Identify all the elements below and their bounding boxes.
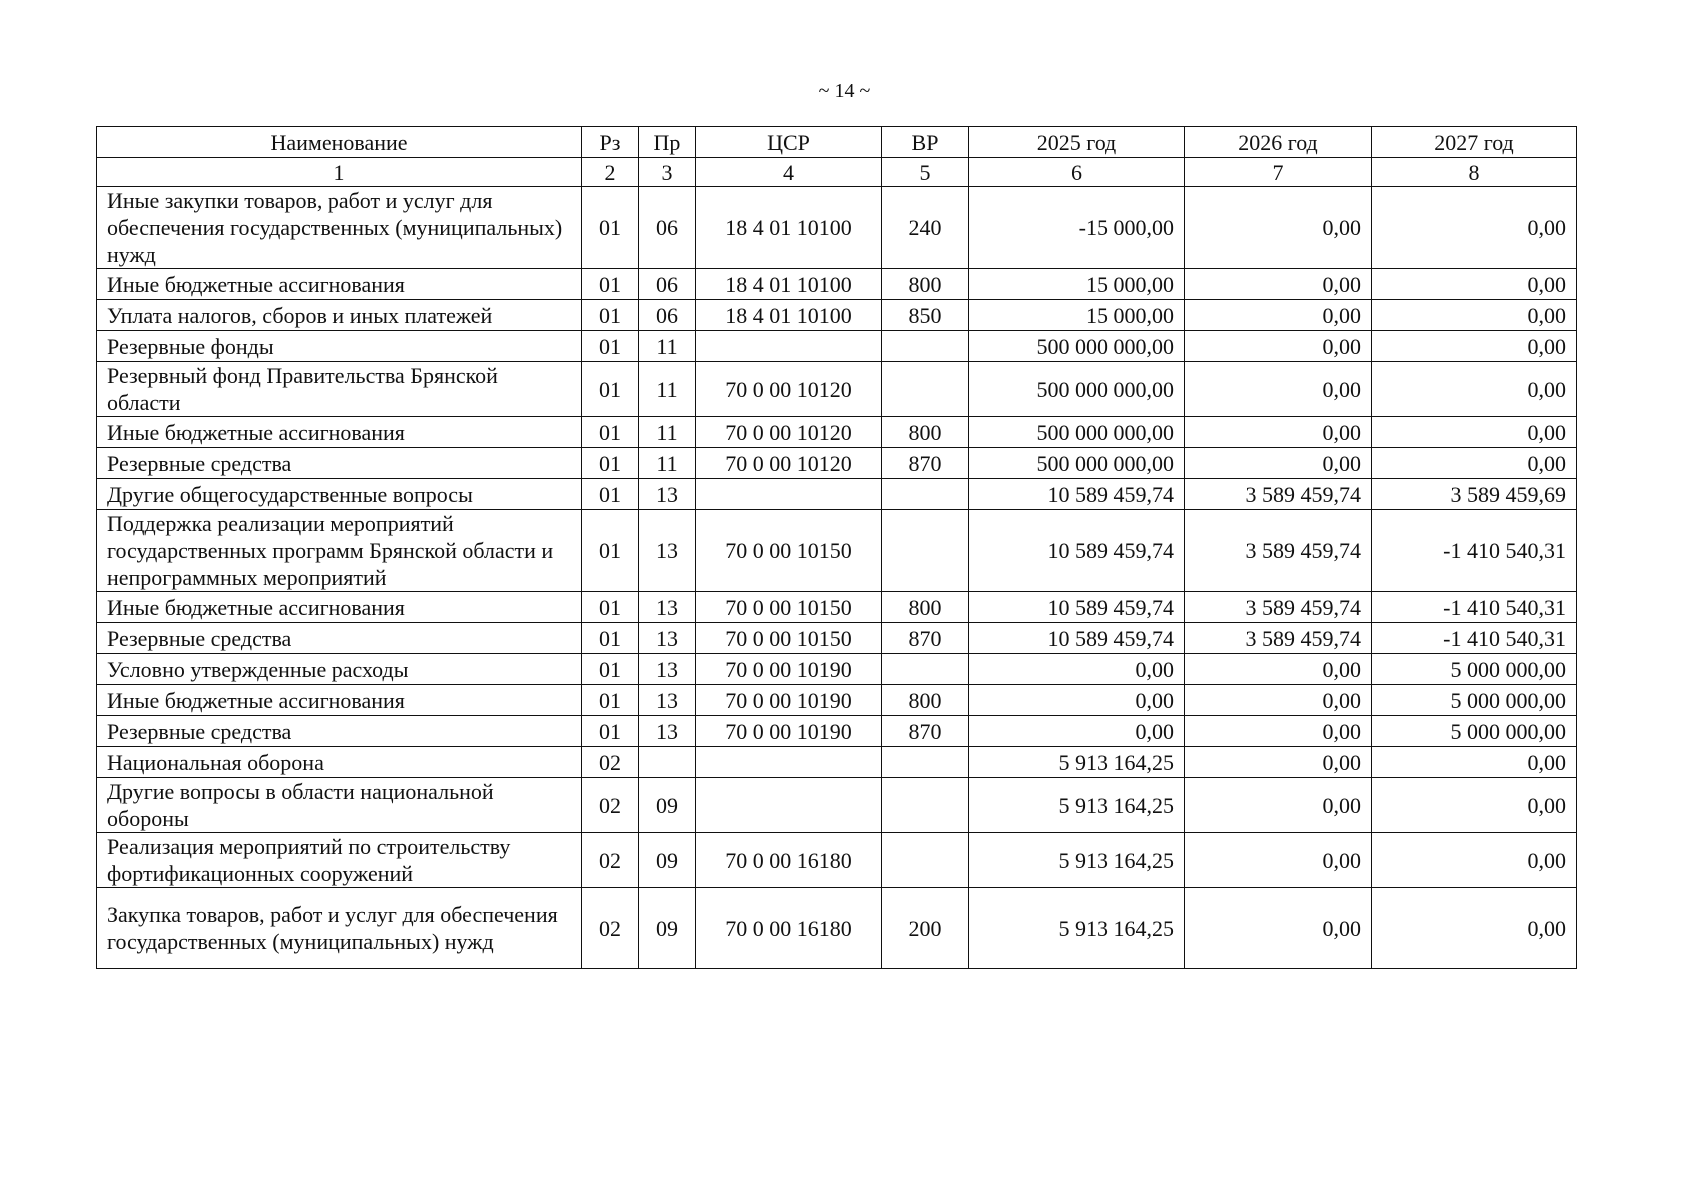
row-2026: 0,00 [1185,654,1372,685]
row-vr: 870 [882,623,969,654]
row-pr: 11 [639,448,696,479]
table-row [97,479,1577,510]
row-2027: 0,00 [1372,269,1577,300]
column-number: 2 [582,158,639,187]
row-2025: 10 589 459,74 [969,592,1185,623]
row-csr [696,778,882,833]
row-2026: 0,00 [1185,362,1372,417]
row-2027: 0,00 [1372,747,1577,778]
row-vr [882,747,969,778]
row-csr: 18 4 01 10100 [696,269,882,300]
row-name: Резервные средства [97,716,582,747]
row-csr: 70 0 00 10150 [696,623,882,654]
table-row [97,510,1577,592]
row-2027: 5 000 000,00 [1372,716,1577,747]
row-vr: 870 [882,448,969,479]
header-2025: 2025 год [969,127,1185,158]
row-pr: 13 [639,510,696,592]
row-2026: 0,00 [1185,417,1372,448]
row-pr: 13 [639,479,696,510]
row-csr: 70 0 00 10120 [696,417,882,448]
column-number: 4 [696,158,882,187]
row-vr [882,362,969,417]
row-rz: 01 [582,187,639,269]
row-2026: 3 589 459,74 [1185,592,1372,623]
row-2025: 10 589 459,74 [969,510,1185,592]
row-2027: 0,00 [1372,417,1577,448]
row-csr [696,747,882,778]
table-row [97,300,1577,331]
row-vr: 800 [882,269,969,300]
row-2025: 10 589 459,74 [969,623,1185,654]
row-vr: 240 [882,187,969,269]
row-rz: 01 [582,417,639,448]
row-csr: 70 0 00 10120 [696,448,882,479]
row-vr: 800 [882,417,969,448]
row-2027: 3 589 459,69 [1372,479,1577,510]
header-2027: 2027 год [1372,127,1577,158]
row-name: Иные бюджетные ассигнования [97,592,582,623]
table-row [97,747,1577,778]
row-pr: 13 [639,716,696,747]
row-csr: 70 0 00 10190 [696,716,882,747]
row-2026: 3 589 459,74 [1185,623,1372,654]
row-rz: 01 [582,300,639,331]
row-vr [882,331,969,362]
row-name: Резервный фонд Правительства Брянской области [97,362,582,417]
budget-table [96,126,1577,969]
row-rz: 01 [582,448,639,479]
row-rz: 01 [582,592,639,623]
row-2026: 0,00 [1185,833,1372,888]
row-rz: 02 [582,888,639,969]
row-csr: 70 0 00 10150 [696,510,882,592]
row-2026: 0,00 [1185,716,1372,747]
row-2026: 0,00 [1185,187,1372,269]
row-rz: 01 [582,654,639,685]
row-2027: 5 000 000,00 [1372,685,1577,716]
table-row [97,331,1577,362]
header-pr: Пр [639,127,696,158]
row-2026: 0,00 [1185,747,1372,778]
row-2026: 0,00 [1185,448,1372,479]
table-row [97,623,1577,654]
row-2027: -1 410 540,31 [1372,623,1577,654]
column-number: 8 [1372,158,1577,187]
table-row [97,833,1577,888]
row-2025: 15 000,00 [969,269,1185,300]
column-number: 5 [882,158,969,187]
row-csr: 70 0 00 10120 [696,362,882,417]
table-row [97,778,1577,833]
row-csr: 70 0 00 10190 [696,654,882,685]
header-vr: ВР [882,127,969,158]
row-rz: 02 [582,778,639,833]
column-number-row [97,158,1577,187]
column-number: 3 [639,158,696,187]
row-csr: 70 0 00 16180 [696,833,882,888]
row-vr [882,833,969,888]
row-2025: 5 913 164,25 [969,778,1185,833]
row-vr: 870 [882,716,969,747]
table-row [97,716,1577,747]
table-row [97,417,1577,448]
row-name: Иные бюджетные ассигнования [97,417,582,448]
row-pr: 13 [639,685,696,716]
table-row [97,448,1577,479]
row-name: Условно утвержденные расходы [97,654,582,685]
header-row [97,127,1577,158]
row-name: Резервные фонды [97,331,582,362]
row-rz: 01 [582,479,639,510]
row-2025: 5 913 164,25 [969,888,1185,969]
column-number: 1 [97,158,582,187]
row-2025: 0,00 [969,654,1185,685]
row-pr: 13 [639,592,696,623]
row-pr: 09 [639,833,696,888]
row-name: Поддержка реализации мероприятий государственных программ Брянской области и непрограммных мероприятий [97,510,582,592]
row-2027: 0,00 [1372,888,1577,969]
table-row [97,592,1577,623]
row-vr: 800 [882,592,969,623]
row-name: Другие общегосударственные вопросы [97,479,582,510]
row-2026: 0,00 [1185,331,1372,362]
row-rz: 02 [582,833,639,888]
row-2025: 500 000 000,00 [969,448,1185,479]
row-pr: 09 [639,778,696,833]
row-rz: 01 [582,623,639,654]
row-name: Иные бюджетные ассигнования [97,269,582,300]
row-2027: 0,00 [1372,778,1577,833]
column-number: 7 [1185,158,1372,187]
row-csr [696,331,882,362]
row-2027: -1 410 540,31 [1372,510,1577,592]
row-pr: 11 [639,331,696,362]
row-rz: 01 [582,685,639,716]
row-rz: 02 [582,747,639,778]
row-2026: 0,00 [1185,685,1372,716]
row-2026: 0,00 [1185,778,1372,833]
row-2025: -15 000,00 [969,187,1185,269]
header-csr: ЦСР [696,127,882,158]
row-2025: 500 000 000,00 [969,362,1185,417]
row-rz: 01 [582,269,639,300]
row-csr: 18 4 01 10100 [696,300,882,331]
row-2027: 0,00 [1372,331,1577,362]
row-name: Другие вопросы в области национальной обороны [97,778,582,833]
row-pr: 06 [639,269,696,300]
row-2026: 3 589 459,74 [1185,479,1372,510]
row-2026: 0,00 [1185,888,1372,969]
row-2027: 0,00 [1372,187,1577,269]
row-name: Иные закупки товаров, работ и услуг для обеспечения государственных (муниципальных) нужд [97,187,582,269]
row-name: Уплата налогов, сборов и иных платежей [97,300,582,331]
row-2027: 0,00 [1372,300,1577,331]
row-pr: 13 [639,623,696,654]
row-2027: 0,00 [1372,362,1577,417]
row-name: Резервные средства [97,623,582,654]
table-row [97,362,1577,417]
row-2025: 0,00 [969,685,1185,716]
header-name: Наименование [97,127,582,158]
row-vr: 800 [882,685,969,716]
row-2025: 5 913 164,25 [969,833,1185,888]
row-2026: 3 589 459,74 [1185,510,1372,592]
row-pr [639,747,696,778]
row-vr: 850 [882,300,969,331]
row-csr [696,479,882,510]
row-2025: 500 000 000,00 [969,417,1185,448]
row-2025: 10 589 459,74 [969,479,1185,510]
row-name: Национальная оборона [97,747,582,778]
row-csr: 70 0 00 10190 [696,685,882,716]
row-pr: 13 [639,654,696,685]
table-row [97,269,1577,300]
row-name: Резервные средства [97,448,582,479]
row-2027: 0,00 [1372,833,1577,888]
row-vr [882,778,969,833]
table-row [97,685,1577,716]
row-2027: -1 410 540,31 [1372,592,1577,623]
row-vr [882,510,969,592]
row-pr: 09 [639,888,696,969]
row-name: Иные бюджетные ассигнования [97,685,582,716]
row-pr: 11 [639,417,696,448]
row-name: Реализация мероприятий по строительству фортификационных сооружений [97,833,582,888]
row-name: Закупка товаров, работ и услуг для обеспечения государственных (муниципальных) нужд [97,888,582,969]
row-2026: 0,00 [1185,300,1372,331]
row-csr: 18 4 01 10100 [696,187,882,269]
row-vr [882,654,969,685]
row-vr: 200 [882,888,969,969]
header-rz: Рз [582,127,639,158]
row-rz: 01 [582,331,639,362]
column-number: 6 [969,158,1185,187]
row-csr: 70 0 00 16180 [696,888,882,969]
table-row [97,187,1577,269]
row-2025: 15 000,00 [969,300,1185,331]
table-row [97,654,1577,685]
row-vr [882,479,969,510]
row-2025: 5 913 164,25 [969,747,1185,778]
row-rz: 01 [582,510,639,592]
row-2026: 0,00 [1185,269,1372,300]
row-2025: 0,00 [969,716,1185,747]
row-pr: 06 [639,300,696,331]
row-2027: 5 000 000,00 [1372,654,1577,685]
page-number: ~ 14 ~ [818,80,871,102]
row-pr: 06 [639,187,696,269]
table-row [97,888,1577,969]
row-2025: 500 000 000,00 [969,331,1185,362]
row-rz: 01 [582,716,639,747]
header-2026: 2026 год [1185,127,1372,158]
row-csr: 70 0 00 10150 [696,592,882,623]
row-rz: 01 [582,362,639,417]
row-pr: 11 [639,362,696,417]
row-2027: 0,00 [1372,448,1577,479]
